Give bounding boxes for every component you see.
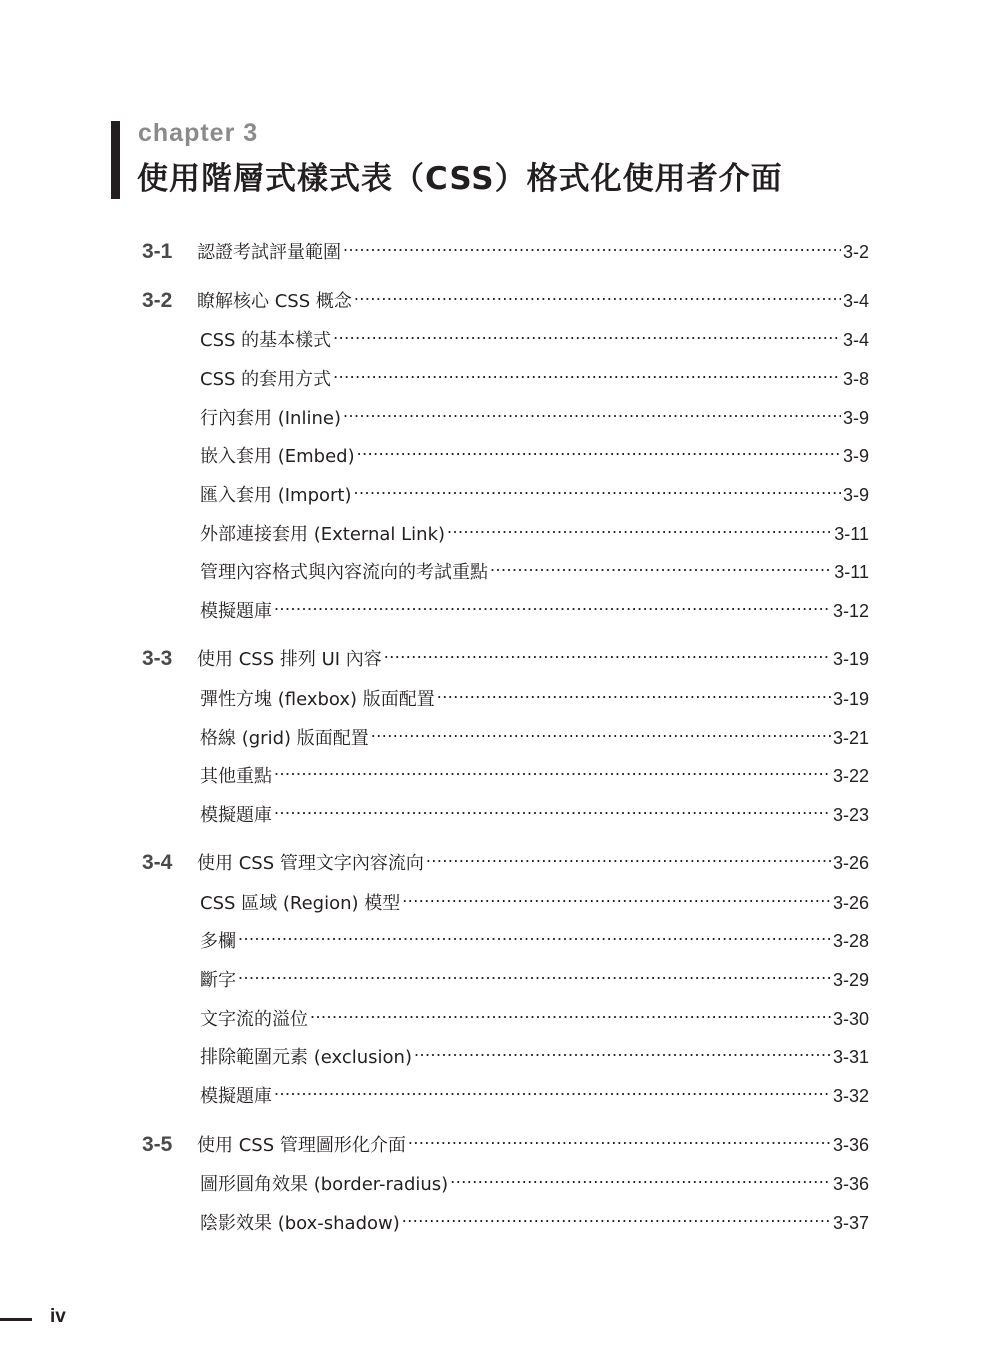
toc-entry-title: 模擬題庫 bbox=[200, 1086, 272, 1107]
toc-entry-title: 行內套用 (Inline) bbox=[200, 408, 341, 429]
toc-page-number: 3-19 bbox=[832, 689, 869, 709]
toc-dot-leader bbox=[333, 320, 841, 346]
toc-dot-leader bbox=[402, 1203, 831, 1229]
toc-dot-leader bbox=[238, 960, 831, 986]
toc-dot-leader bbox=[447, 514, 832, 540]
toc-dot-leader bbox=[354, 281, 841, 307]
toc-entry-title: 外部連接套用 (External Link) bbox=[200, 524, 446, 545]
toc-subsection-entry bbox=[200, 921, 869, 952]
toc-section-number: 3-3 bbox=[142, 647, 173, 670]
toc-subsection-entry bbox=[200, 718, 869, 749]
toc-subsection-entry bbox=[200, 1164, 869, 1195]
toc-page-number: 3-19 bbox=[832, 649, 869, 669]
toc-entry-title: 瞭解核心 CSS 概念 bbox=[197, 291, 352, 312]
toc-subsection-entry bbox=[200, 398, 869, 429]
toc-subsection-entry bbox=[200, 756, 869, 787]
toc-dot-leader bbox=[450, 1164, 831, 1190]
toc-entry-title: 使用 CSS 管理圖形化介面 bbox=[197, 1135, 406, 1156]
toc-dot-leader bbox=[333, 359, 841, 385]
toc-entry-title: CSS 區域 (Region) 模型 bbox=[200, 893, 401, 914]
toc-dot-leader bbox=[414, 1037, 831, 1063]
toc-subsection-entry bbox=[200, 999, 869, 1030]
toc-section-number: 3-1 bbox=[142, 240, 173, 263]
toc-section-entry bbox=[142, 1125, 869, 1156]
toc-subsection-entry bbox=[200, 883, 869, 914]
toc-entry-title: 彈性方塊 (flexbox) 版面配置 bbox=[200, 689, 435, 710]
toc-entry-title: 管理內容格式與內容流向的考試重點 bbox=[200, 562, 488, 583]
toc-page-number: 3-31 bbox=[832, 1047, 869, 1067]
footer-rule bbox=[0, 1318, 32, 1321]
toc-entry-title: 陰影效果 (box-shadow) bbox=[200, 1213, 400, 1234]
toc-dot-leader bbox=[408, 1125, 831, 1151]
toc-dot-leader bbox=[274, 756, 831, 782]
toc-dot-leader bbox=[274, 591, 831, 617]
toc-page-number: 3-21 bbox=[832, 728, 869, 748]
toc-page-number: 3-9 bbox=[842, 408, 869, 428]
toc-dot-leader bbox=[274, 795, 831, 821]
toc-section-entry bbox=[142, 639, 869, 670]
toc-subsection-entry bbox=[200, 1203, 869, 1234]
toc-page-number: 3-4 bbox=[842, 291, 869, 311]
toc-entry-title: 模擬題庫 bbox=[200, 601, 272, 622]
toc-dot-leader bbox=[343, 232, 841, 258]
toc-page-number: 3-11 bbox=[834, 562, 869, 582]
toc-entry-title: 使用 CSS 管理文字內容流向 bbox=[197, 853, 424, 874]
toc-dot-leader bbox=[238, 921, 831, 947]
page-number: iv bbox=[50, 1306, 66, 1327]
toc-entry-title: 排除範圍元素 (exclusion) bbox=[200, 1047, 412, 1068]
chapter-label: chapter 3 bbox=[138, 119, 259, 147]
toc-section-entry bbox=[142, 281, 869, 312]
toc-dot-leader bbox=[437, 679, 831, 705]
toc-page-number: 3-4 bbox=[842, 330, 869, 350]
toc-dot-leader bbox=[426, 843, 831, 869]
toc-entry-title: 格線 (grid) 版面配置 bbox=[200, 728, 369, 749]
toc-page-number: 3-23 bbox=[832, 805, 869, 825]
toc-entry-title: CSS 的套用方式 bbox=[200, 369, 332, 390]
toc-page-number: 3-29 bbox=[832, 970, 869, 990]
toc-page-number: 3-12 bbox=[832, 601, 869, 621]
toc-subsection-entry bbox=[200, 1037, 869, 1068]
toc-page-number: 3-11 bbox=[834, 524, 869, 544]
toc-page-number: 3-9 bbox=[842, 485, 869, 505]
toc-subsection-entry bbox=[200, 514, 869, 545]
toc-dot-leader bbox=[310, 999, 831, 1025]
toc-page-number: 3-36 bbox=[832, 1135, 869, 1155]
toc-entry-title: 多欄 bbox=[200, 931, 236, 952]
toc-subsection-entry bbox=[200, 320, 869, 351]
toc-page-number: 3-26 bbox=[832, 893, 869, 913]
toc-page-number: 3-2 bbox=[842, 242, 869, 262]
toc-subsection-entry bbox=[200, 960, 869, 991]
toc-page-number: 3-26 bbox=[832, 853, 869, 873]
toc-subsection-entry bbox=[200, 436, 869, 467]
toc-subsection-entry bbox=[200, 679, 869, 710]
toc-subsection-entry bbox=[200, 1076, 869, 1107]
toc-entry-title: 圖形圓角效果 (border-radius) bbox=[200, 1174, 449, 1195]
toc-dot-leader bbox=[354, 475, 841, 501]
toc-entry-title: 其他重點 bbox=[200, 766, 272, 787]
toc-page-number: 3-8 bbox=[842, 369, 869, 389]
toc-section-entry bbox=[142, 232, 869, 263]
toc-entry-title: 認證考試評量範圍 bbox=[197, 242, 341, 263]
toc-section-number: 3-2 bbox=[142, 289, 173, 312]
toc-dot-leader bbox=[384, 639, 831, 665]
toc-page-number: 3-32 bbox=[832, 1086, 869, 1106]
toc-section-number: 3-4 bbox=[142, 851, 173, 874]
toc-subsection-entry bbox=[200, 795, 869, 826]
toc-subsection-entry bbox=[200, 552, 869, 583]
toc-page-number: 3-22 bbox=[832, 766, 869, 786]
chapter-title: 使用階層式樣式表（CSS）格式化使用者介面 bbox=[137, 161, 783, 197]
toc-entry-title: 嵌入套用 (Embed) bbox=[200, 446, 355, 467]
toc-subsection-entry bbox=[200, 475, 869, 506]
toc-section-number: 3-5 bbox=[142, 1133, 173, 1156]
toc-entry-title: 斷字 bbox=[200, 970, 236, 991]
toc-entry-title: 文字流的溢位 bbox=[200, 1009, 308, 1030]
toc-dot-leader bbox=[371, 718, 831, 744]
toc-page-number: 3-37 bbox=[832, 1213, 869, 1233]
toc-entry-title: 模擬題庫 bbox=[200, 805, 272, 826]
toc-subsection-entry bbox=[200, 359, 869, 390]
toc-page-number: 3-36 bbox=[832, 1174, 869, 1194]
toc-page-number: 3-30 bbox=[832, 1009, 869, 1029]
toc-page-number: 3-28 bbox=[832, 931, 869, 951]
toc-dot-leader bbox=[343, 398, 841, 424]
toc-entry-title: CSS 的基本樣式 bbox=[200, 330, 332, 351]
toc-entry-title: 匯入套用 (Import) bbox=[200, 485, 352, 506]
toc-dot-leader bbox=[357, 436, 841, 462]
toc-subsection-entry bbox=[200, 591, 869, 622]
toc-page-number: 3-9 bbox=[842, 446, 869, 466]
toc-dot-leader bbox=[490, 552, 832, 578]
toc-dot-leader bbox=[274, 1076, 831, 1102]
toc-entry-title: 使用 CSS 排列 UI 內容 bbox=[197, 649, 382, 670]
toc-dot-leader bbox=[402, 883, 831, 909]
toc-section-entry bbox=[142, 843, 869, 874]
